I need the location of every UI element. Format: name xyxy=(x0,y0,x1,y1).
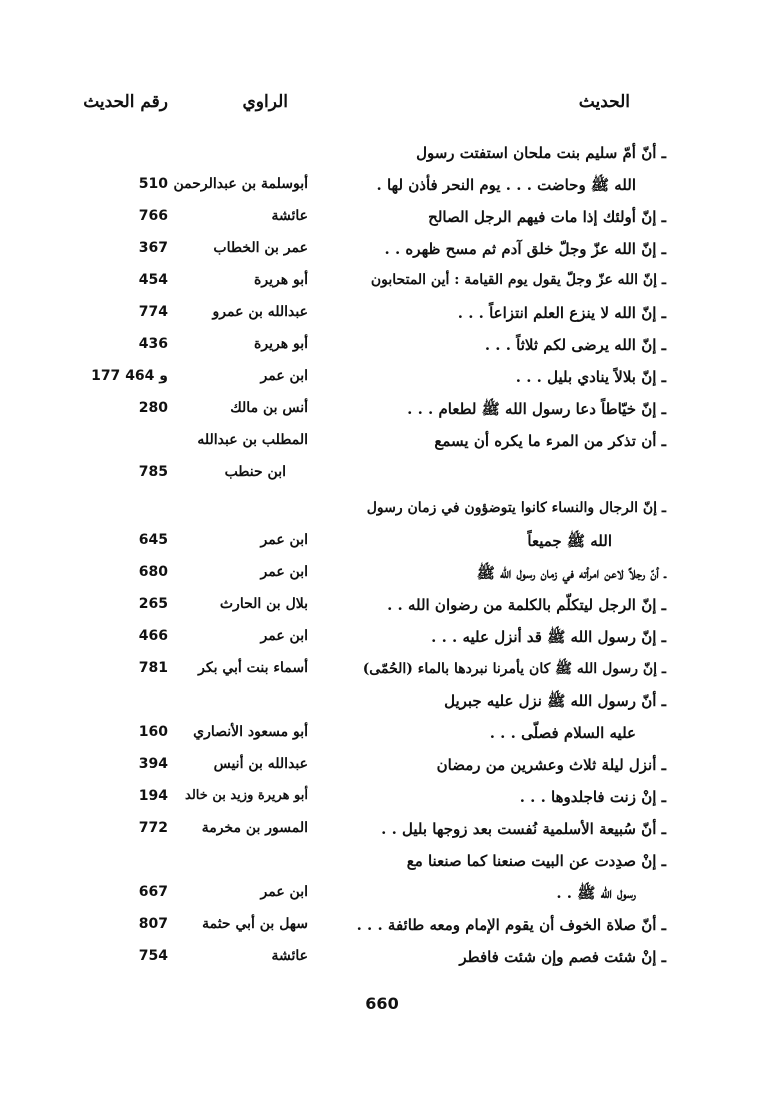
table-row xyxy=(0,656,764,686)
hadith-text: ـ إنّ الله يرضى لكم ثلاثاً . . . xyxy=(484,336,666,354)
hadith-text: الله ﷺ جميعاً xyxy=(527,532,612,550)
table-row xyxy=(0,364,764,394)
table-row xyxy=(0,688,764,718)
hadith-text: ـ إنْ شئت فصم وإن شئت فافطر xyxy=(459,948,666,966)
header-number: رقم الحديث xyxy=(83,92,168,112)
narrator: أسماء بنت أبي بكر xyxy=(198,660,308,676)
hadith-number: 510 xyxy=(138,176,168,192)
table-row xyxy=(0,496,764,526)
header-narrator: الراوي xyxy=(242,92,288,112)
narrator: عائشة xyxy=(271,948,308,964)
table-row xyxy=(0,332,764,362)
table-row xyxy=(0,752,764,782)
hadith-number: 280 xyxy=(138,400,168,416)
narrator: ابن حنطب xyxy=(224,464,286,480)
narrator: ابن عمر xyxy=(260,564,308,580)
narrator: ابن عمر xyxy=(260,628,308,644)
table-row xyxy=(0,912,764,942)
table-row xyxy=(0,396,764,426)
hadith-text: ـ أنّ سُبيعة الأسلمية نُفست بعد زوجها بليل . . xyxy=(381,820,666,838)
hadith-number: 454 xyxy=(138,272,168,288)
table-row xyxy=(0,560,764,590)
hadith-text: ـ أنّ صلاة الخوف أن يقوم الإمام ومعه طائفة . . . xyxy=(356,916,666,934)
hadith-text: رسول الله ﷺ . . xyxy=(556,884,636,902)
hadith-number: 680 xyxy=(138,564,168,580)
page-number: 660 xyxy=(365,994,399,1013)
hadith-text: ـ أنّ رسول الله ﷺ نزل عليه جبريل xyxy=(444,692,666,710)
hadith-number: 367 xyxy=(138,240,168,256)
hadith-number: 807 xyxy=(138,916,168,932)
hadith-text: ـ إنّ الله عزّ وجلّ خلق آدم ثم مسح ظهره . . xyxy=(384,240,666,258)
hadith-text: ـ أنّ أمّ سليم بنت ملحان استفتت رسول xyxy=(416,144,666,162)
table-row xyxy=(0,720,764,750)
narrator: أنس بن مالك xyxy=(230,400,308,416)
narrator: المطلب بن عبدالله xyxy=(197,432,308,448)
table-row xyxy=(0,428,764,458)
hadith-number: 466 xyxy=(138,628,168,644)
hadith-text: ـ إنّ الله عزّ وجلّ يقول يوم القيامة : أين المتحابون xyxy=(370,272,666,288)
hadith-number: 394 xyxy=(138,756,168,772)
narrator: عبدالله بن أنيس xyxy=(213,756,308,772)
hadith-text: ـ إنّ رسول الله ﷺ كان يأمرنا نبردها بالماء (الحُمّى) xyxy=(362,661,666,677)
hadith-number: 160 xyxy=(138,724,168,740)
table-row xyxy=(0,140,764,170)
hadith-number: 785 xyxy=(138,464,168,480)
narrator: ابن عمر xyxy=(260,368,308,384)
narrator: أبو هريرة xyxy=(254,336,308,352)
table-row xyxy=(0,528,764,558)
hadith-text: ـ إنّ أولئك إذا مات فيهم الرجل الصالح xyxy=(428,208,666,226)
narrator: أبو مسعود الأنصاري xyxy=(193,724,308,740)
hadith-number: 645 xyxy=(138,532,168,548)
hadith-text: ـ إنْ صدِدت عن البيت صنعنا كما صنعنا مع xyxy=(406,852,666,870)
hadith-number: 772 xyxy=(138,820,168,836)
table-row xyxy=(0,944,764,974)
hadith-text: ـ أنّ رجلاً لاعن امرأته في زمان رسول الله ﷺ xyxy=(476,564,666,582)
table-row xyxy=(0,268,764,298)
hadith-text: ـ إنّ خيّاطاً دعا رسول الله ﷺ لطعام . . . xyxy=(407,400,666,418)
narrator: بلال بن الحارث xyxy=(219,596,308,612)
table-row xyxy=(0,592,764,622)
table-row xyxy=(0,848,764,878)
table-row xyxy=(0,784,764,814)
hadith-number: 766 xyxy=(138,208,168,224)
table-row xyxy=(0,624,764,654)
narrator: المسور بن مخرمة xyxy=(201,820,308,836)
hadith-text: ـ إنّ الله لا ينزع العلم انتزاعاً . . . xyxy=(457,304,666,322)
table-row xyxy=(0,204,764,234)
narrator: ابن عمر xyxy=(260,884,308,900)
hadith-number: 781 xyxy=(138,660,168,676)
hadith-number: 754 xyxy=(138,948,168,964)
hadith-text: عليه السلام فصلّى . . . xyxy=(489,724,636,742)
table-row xyxy=(0,816,764,846)
narrator: أبو هريرة xyxy=(254,272,308,288)
hadith-number: 265 xyxy=(138,596,168,612)
narrator: عمر بن الخطاب xyxy=(213,240,308,256)
hadith-text: ـ إنّ رسول الله ﷺ قد أنزل عليه . . . xyxy=(431,628,666,646)
narrator: أبو هريرة وزيد بن خالد xyxy=(185,788,308,803)
hadith-number: 194 xyxy=(138,788,168,804)
narrator: أبوسلمة بن عبدالرحمن xyxy=(173,176,308,192)
table-row xyxy=(0,172,764,202)
narrator: عبدالله بن عمرو xyxy=(212,304,308,320)
hadith-text: ـ إنّ الرجل ليتكلّم بالكلمة من رضوان الله . . xyxy=(387,596,666,614)
hadith-text: ـ إنّ الرجال والنساء كانوا يتوضؤون في زمان رسول xyxy=(366,500,666,516)
hadith-number: 436 xyxy=(138,336,168,352)
hadith-text: ـ أن تذكر من المرء ما يكره أن يسمع xyxy=(434,432,666,450)
hadith-text: ـ أنزل ليلة ثلاث وعشرين من رمضان xyxy=(436,756,666,774)
hadith-text: الله ﷺ وحاضت . . . يوم النحر فأذن لها . xyxy=(376,176,636,194)
hadith-number: 667 xyxy=(138,884,168,900)
hadith-number: 177 و 464 xyxy=(91,368,168,384)
hadith-number: 774 xyxy=(138,304,168,320)
narrator: سهل بن أبي حثمة xyxy=(202,916,308,932)
table-row xyxy=(0,236,764,266)
header-hadith: الحديث xyxy=(578,92,630,112)
hadith-text: ـ إنْ زنت فاجلدوها . . . xyxy=(519,788,666,806)
hadith-text: ـ إنّ بلالاً ينادي بليل . . . xyxy=(515,368,666,386)
table-row xyxy=(0,880,764,910)
table-row xyxy=(0,460,764,490)
narrator: ابن عمر xyxy=(260,532,308,548)
table-row xyxy=(0,300,764,330)
narrator: عائشة xyxy=(271,208,308,224)
